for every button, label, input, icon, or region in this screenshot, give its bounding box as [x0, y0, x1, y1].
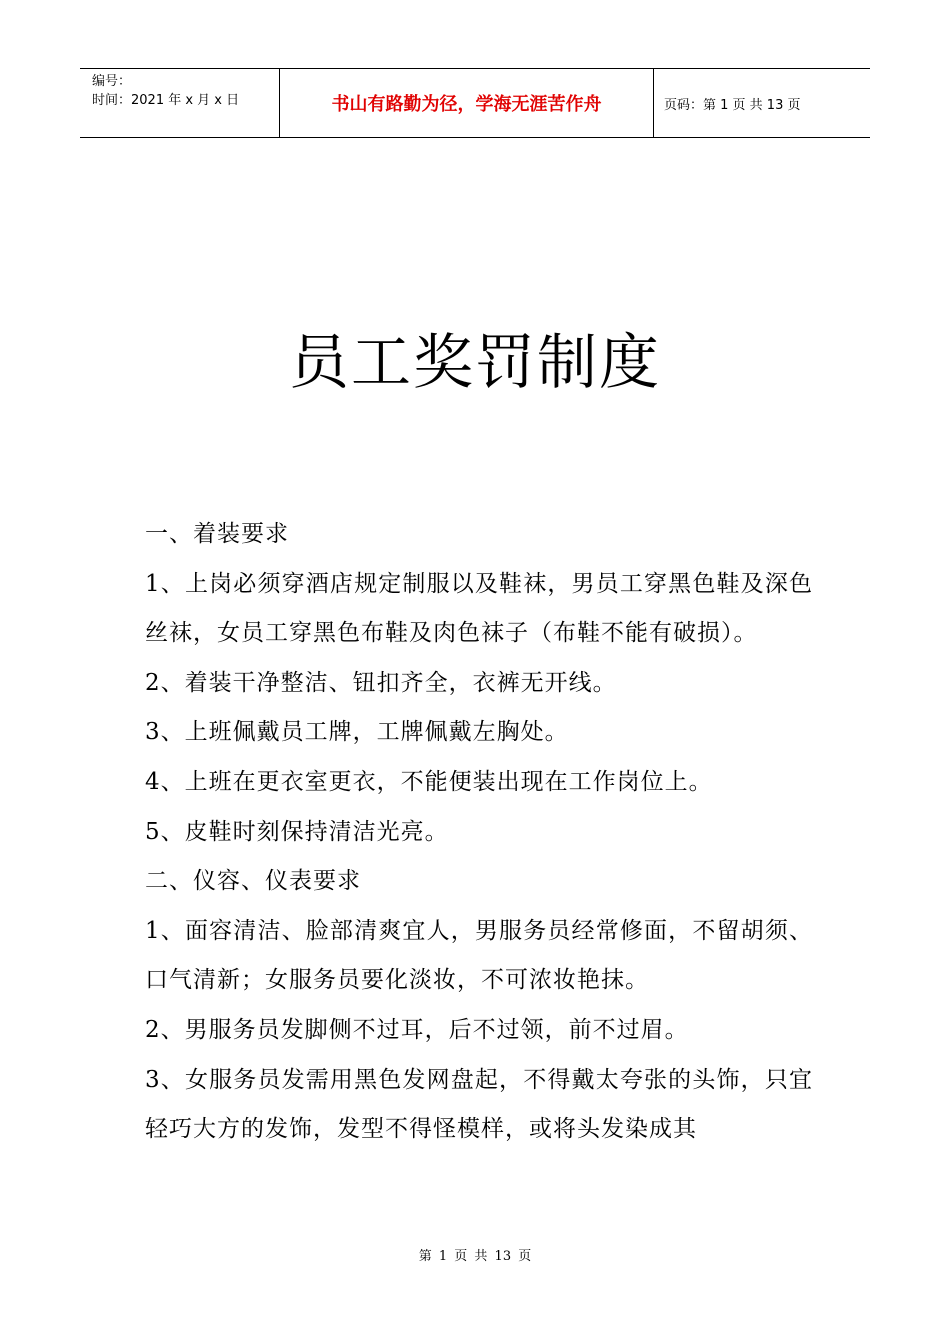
paragraph: 2、男服务员发脚侧不过耳，后不过领，前不过眉。 [145, 1016, 689, 1043]
header-motto: 书山有路勤为径，学海无涯苦作舟 [280, 69, 654, 137]
paragraph: 2、着装干净整洁、钮扣齐全，衣裤无开线。 [145, 669, 617, 696]
paragraph: 4、上班在更衣室更衣，不能便装出现在工作岗位上。 [145, 768, 713, 795]
header-meta [80, 69, 280, 137]
paragraph: 5、皮鞋时刻保持清洁光亮。 [145, 818, 449, 845]
paragraph: 3、上班佩戴员工牌，工牌佩戴左胸处。 [145, 719, 569, 746]
page-header [80, 68, 870, 138]
document-body [145, 510, 813, 1155]
header-page-info: 页码：第 1 页 共 13 页 [664, 97, 801, 113]
paragraph: 1、面容清洁、脸部清爽宜人，男服务员经常修面，不留胡须、口气清新；女服务员要化淡妆，不可浓妆艳抹。 [145, 917, 813, 994]
page-footer: 第 1 页 共 13 页 [418, 1249, 532, 1264]
paragraph: 1、上岗必须穿酒店规定制服以及鞋袜，男员工穿黑色鞋及深色丝袜，女员工穿黑色布鞋及肉色袜子（布鞋不能有破损）。 [145, 570, 813, 647]
paragraph: 3、女服务员发需用黑色发网盘起，不得戴太夸张的头饰，只宜轻巧大方的发饰，发型不得怪模样，或将头发染成其 [145, 1066, 813, 1143]
date-label: 时间：2021 年 x 月 x 日 [92, 93, 240, 108]
number-label: 编号： [92, 74, 132, 89]
document-title: 员工奖罚制度 [289, 328, 661, 398]
section-heading: 二、仪容、仪表要求 [145, 868, 361, 895]
section-heading: 一、着装要求 [145, 521, 289, 547]
